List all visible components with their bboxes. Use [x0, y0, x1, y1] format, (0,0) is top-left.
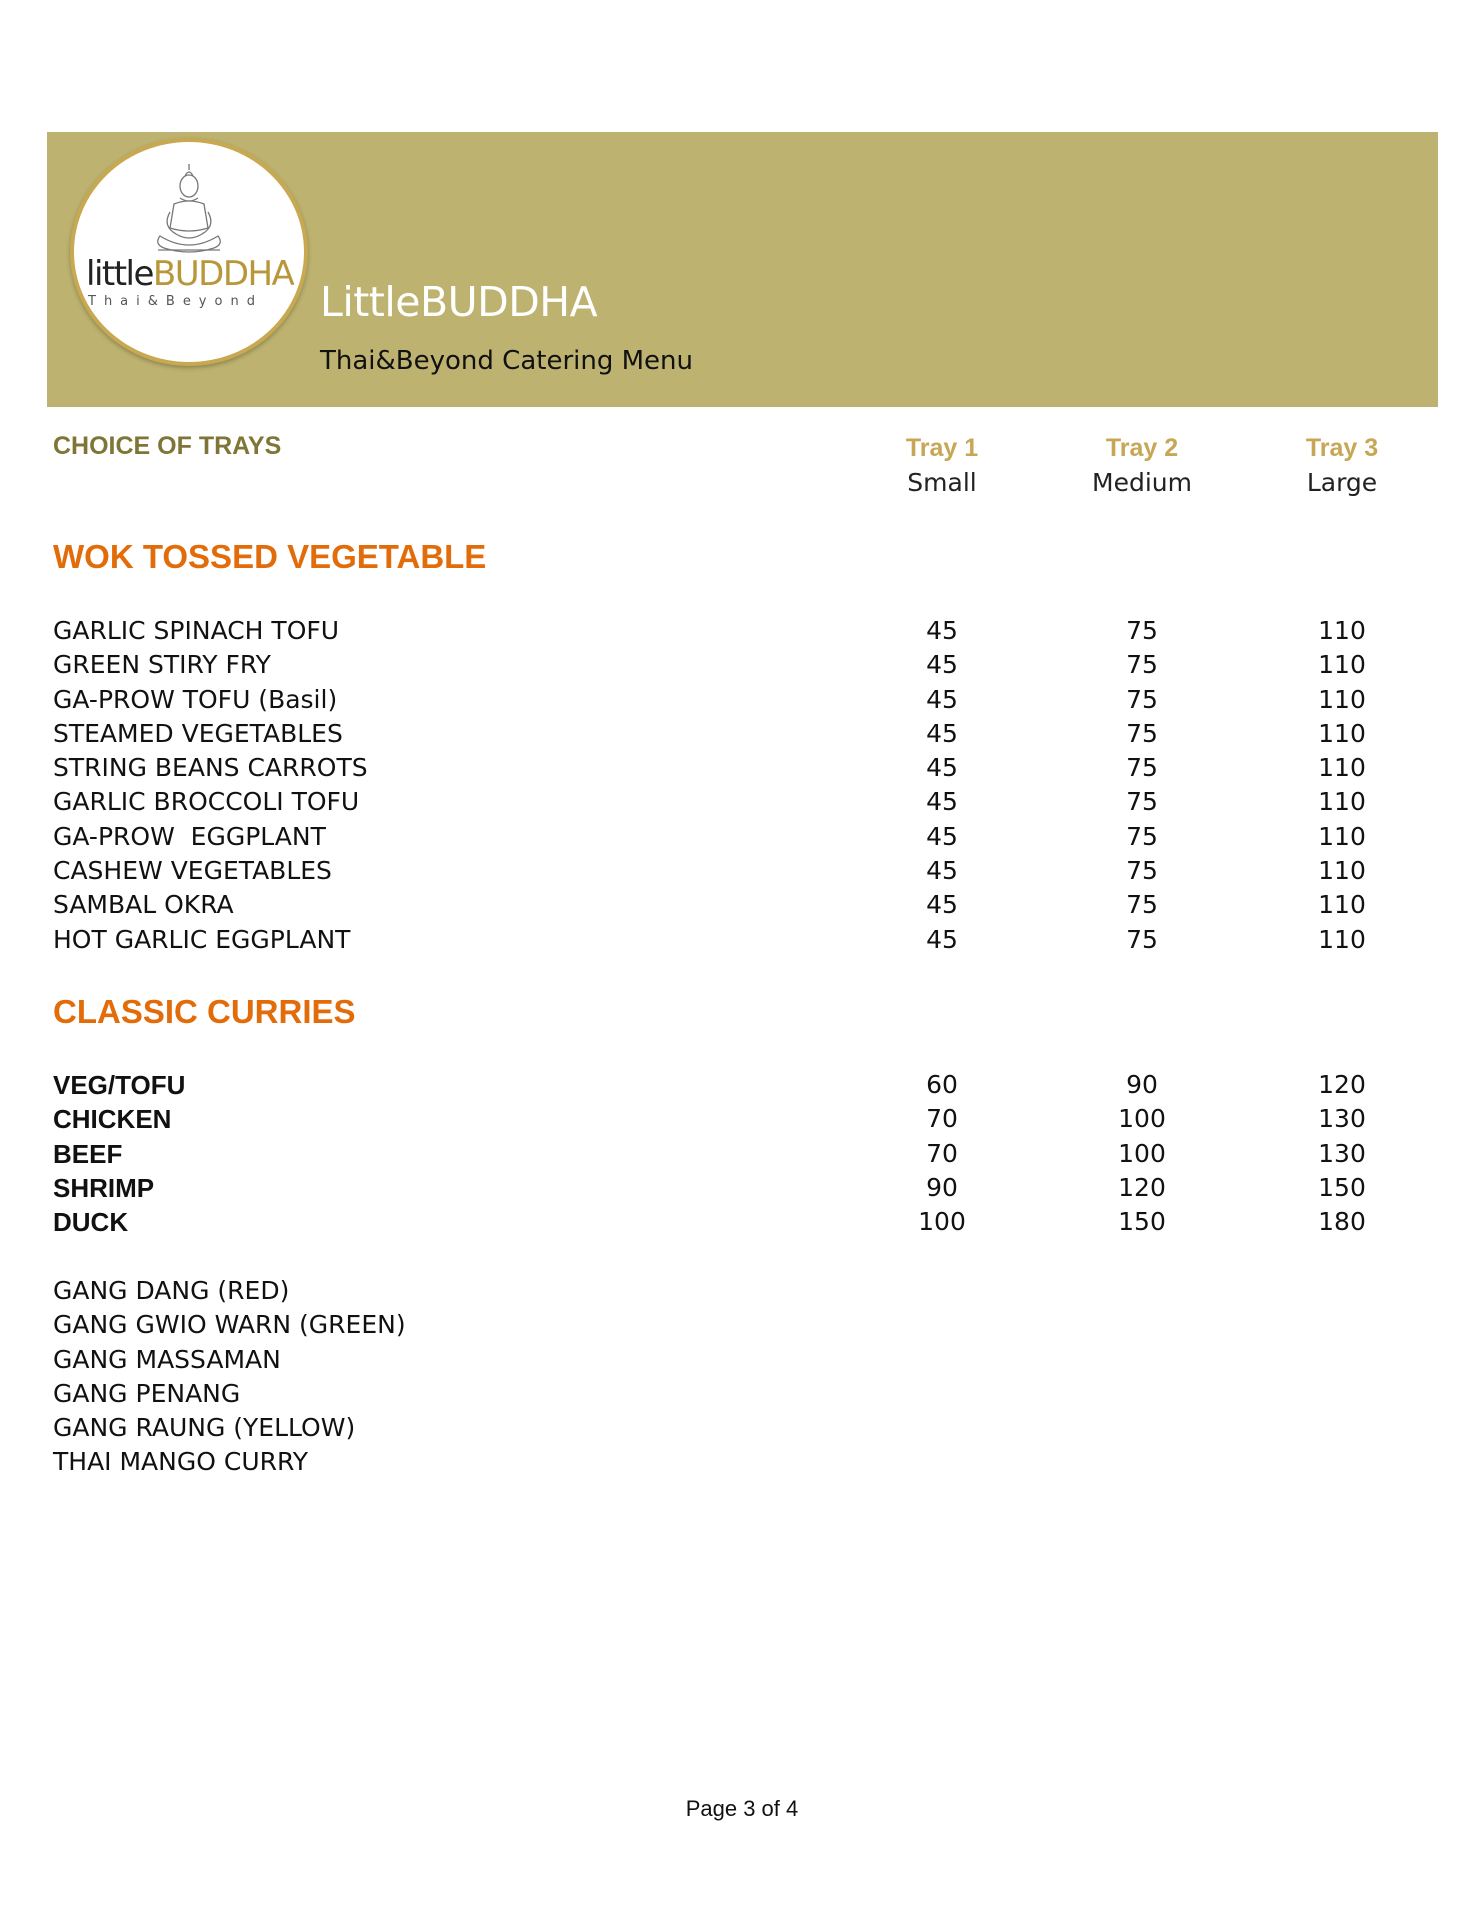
dish-name: STRING BEANS CARROTS: [53, 753, 368, 783]
price-tray-2: 75: [1126, 718, 1158, 748]
tray-size: Small: [907, 468, 977, 497]
price-tray-2: 100: [1118, 1104, 1166, 1134]
menu-row: [0, 854, 1484, 888]
price-tray-1: 90: [926, 1172, 958, 1202]
price-tray-1: 45: [926, 650, 958, 680]
menu-row: [0, 648, 1484, 682]
price-tray-1: 70: [926, 1104, 958, 1134]
price-tray-2: 75: [1126, 616, 1158, 645]
price-tray-3: 120: [1318, 1070, 1366, 1099]
price-tray-2: 100: [1118, 1138, 1166, 1168]
price-tray-2: 75: [1126, 650, 1158, 680]
price-tray-1: 45: [926, 787, 958, 817]
menu-row: [0, 717, 1484, 751]
menu-row: [0, 683, 1484, 717]
tray-label: Tray 1: [905, 434, 979, 462]
price-tray-1: 45: [926, 924, 958, 954]
list-item: [0, 1445, 1484, 1479]
price-tray-2: 150: [1118, 1207, 1166, 1237]
protein-name: CHICKEN: [53, 1104, 172, 1135]
curry-type-list: [0, 1274, 1484, 1480]
dish-name: CASHEW VEGETABLES: [53, 856, 332, 886]
price-tray-3: 110: [1318, 616, 1366, 645]
price-tray-3: 110: [1318, 684, 1366, 714]
dish-name: HOT GARLIC EGGPLANT: [53, 924, 351, 954]
menu-row: [0, 1137, 1484, 1171]
curry-type-name: THAI MANGO CURRY: [53, 1447, 309, 1477]
curry-type-name: GANG PENANG: [53, 1378, 241, 1408]
list-item: [0, 1343, 1484, 1377]
protein-name: SHRIMP: [53, 1172, 155, 1203]
dish-name: SAMBAL OKRA: [53, 890, 234, 920]
dish-name: GA-PROW EGGPLANT: [53, 821, 326, 851]
menu-row: [0, 614, 1484, 648]
brand-logo: [70, 138, 308, 366]
curry-type-name: GANG DANG (RED): [53, 1276, 290, 1305]
price-tray-2: 120: [1118, 1172, 1166, 1202]
menu-row: [0, 888, 1484, 922]
price-tray-3: 110: [1318, 787, 1366, 817]
list-item: [0, 1411, 1484, 1445]
price-tray-1: 45: [926, 890, 958, 920]
price-tray-2: 75: [1126, 924, 1158, 954]
menu-row: [0, 1102, 1484, 1136]
tray-label: Tray 3: [1305, 434, 1379, 462]
curry-type-name: GANG RAUNG (YELLOW): [53, 1413, 356, 1443]
list-item: [0, 1377, 1484, 1411]
tray-size: Medium: [1092, 468, 1192, 497]
dish-name: GARLIC BROCCOLI TOFU: [53, 787, 360, 817]
brand-subtitle: Thai&Beyond Catering Menu: [320, 346, 693, 376]
dish-name: STEAMED VEGETABLES: [53, 718, 343, 748]
price-tray-3: 180: [1318, 1207, 1366, 1237]
price-tray-1: 45: [926, 684, 958, 714]
price-tray-3: 110: [1318, 718, 1366, 748]
price-tray-2: 75: [1126, 787, 1158, 817]
price-tray-2: 75: [1126, 821, 1158, 851]
column-header-tray-2: [1062, 432, 1222, 502]
column-header-tray-1: [862, 432, 1022, 502]
dish-name: GREEN STIRY FRY: [53, 650, 271, 680]
price-tray-2: 90: [1126, 1070, 1158, 1099]
menu-row: [0, 1068, 1484, 1102]
choice-of-trays-label: CHOICE OF TRAYS: [53, 432, 282, 460]
section-title-classic-curries: CLASSIC CURRIES: [53, 993, 356, 1030]
price-tray-3: 110: [1318, 753, 1366, 783]
buddha-icon: [74, 142, 304, 362]
price-tray-1: 45: [926, 821, 958, 851]
price-tray-2: 75: [1126, 856, 1158, 886]
price-tray-3: 110: [1318, 821, 1366, 851]
price-tray-1: 45: [926, 856, 958, 886]
column-header-tray-3: [1262, 432, 1422, 502]
curry-type-name: GANG GWIO WARN (GREEN): [53, 1310, 406, 1340]
list-item: [0, 1274, 1484, 1308]
logo-wordmark: littleBUDDHA: [86, 254, 294, 294]
dish-name: GARLIC SPINACH TOFU: [53, 616, 340, 645]
section-title-wok-tossed-vegetable: WOK TOSSED VEGETABLE: [53, 538, 487, 575]
price-tray-3: 130: [1318, 1104, 1366, 1134]
tray-size: Large: [1306, 468, 1378, 497]
menu-row: [0, 785, 1484, 819]
price-tray-3: 110: [1318, 650, 1366, 680]
protein-name: VEG/TOFU: [53, 1070, 186, 1100]
protein-name: DUCK: [53, 1207, 129, 1238]
menu-row: [0, 923, 1484, 957]
price-tray-1: 100: [918, 1207, 966, 1237]
list-item: [0, 1308, 1484, 1342]
protein-name: BEEF: [53, 1138, 123, 1169]
menu-row: [0, 1205, 1484, 1239]
price-tray-3: 150: [1318, 1172, 1366, 1202]
logo-tagline: Thai&Beyond: [88, 294, 263, 309]
brand-title: LittleBUDDHA: [320, 278, 598, 326]
price-tray-1: 45: [926, 616, 958, 645]
page-number: Page 3 of 4: [685, 1796, 799, 1821]
price-tray-1: 45: [926, 718, 958, 748]
curry-type-name: GANG MASSAMAN: [53, 1344, 281, 1374]
tray-label: Tray 2: [1105, 434, 1179, 462]
price-tray-1: 45: [926, 753, 958, 783]
price-tray-3: 110: [1318, 924, 1366, 954]
price-tray-3: 110: [1318, 856, 1366, 886]
price-tray-3: 110: [1318, 890, 1366, 920]
menu-row: [0, 751, 1484, 785]
dish-name: GA-PROW TOFU (Basil): [53, 684, 338, 714]
price-tray-1: 70: [926, 1138, 958, 1168]
price-tray-2: 75: [1126, 890, 1158, 920]
menu-row: [0, 1171, 1484, 1205]
price-tray-2: 75: [1126, 684, 1158, 714]
price-tray-1: 60: [926, 1070, 958, 1099]
wok-vegetable-list: [0, 614, 1484, 957]
menu-row: [0, 820, 1484, 854]
curry-protein-list: [0, 1068, 1484, 1239]
price-tray-3: 130: [1318, 1138, 1366, 1168]
price-tray-2: 75: [1126, 753, 1158, 783]
